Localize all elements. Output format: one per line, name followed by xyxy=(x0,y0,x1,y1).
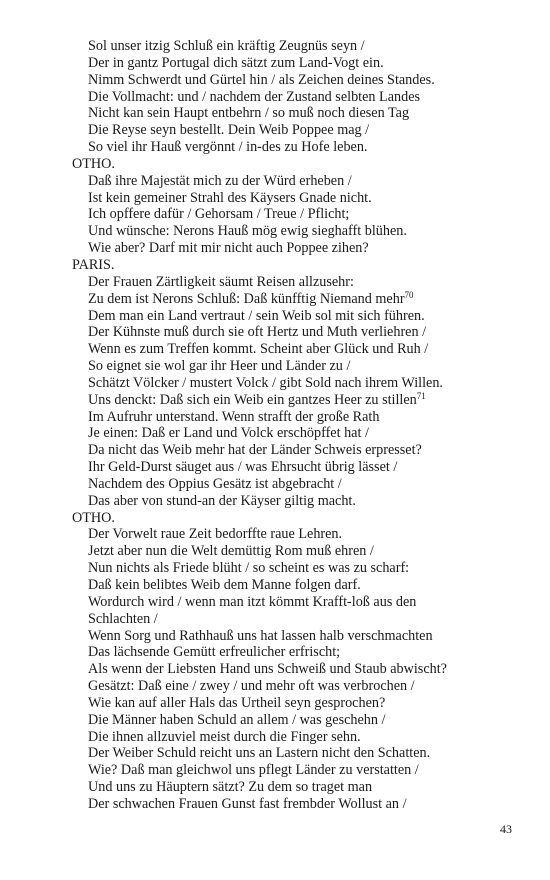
verse-line xyxy=(72,560,532,577)
line-text: Das aber von stund-an der Käyser giltig macht. xyxy=(88,492,356,509)
verse-line xyxy=(72,594,532,611)
verse-line xyxy=(72,493,532,510)
line-text: OTHO. xyxy=(72,509,115,526)
verse-line xyxy=(72,409,532,426)
verse-line xyxy=(72,628,532,645)
speaker-name xyxy=(72,156,532,173)
line-text: Jetzt aber nun die Welt demüttig Rom muß ehren / xyxy=(88,543,374,560)
line-text: Ist kein gemeiner Strahl des Käysers Gnade nicht. xyxy=(88,189,372,206)
line-text: Der Vorwelt raue Zeit bedorffte raue Lehren. xyxy=(88,526,343,543)
verse-line xyxy=(72,661,532,678)
verse-line xyxy=(72,190,532,207)
line-text: Das lächsende Gemütt erfreulicher erfrischt; xyxy=(88,644,341,661)
line-text: OTHO. xyxy=(72,155,115,172)
verse-line xyxy=(72,762,532,779)
line-text: Nimm Schwerdt und Gürtel hin / als Zeichen deines Standes. xyxy=(88,71,435,88)
verse-line xyxy=(72,678,532,695)
line-text: Der Frauen Zärtligkeit säumt Reisen allzusehr: xyxy=(88,273,354,290)
speaker-name xyxy=(72,510,532,527)
verse-line xyxy=(72,122,532,139)
verse-line xyxy=(72,375,532,392)
line-text: Sol unser itzig Schluß ein kräftig Zeugnüs seyn / xyxy=(88,38,365,54)
verse-line xyxy=(72,695,532,712)
verse-line xyxy=(72,745,532,762)
line-text: Daß ihre Majestät mich zu der Würd erheben / xyxy=(88,172,352,189)
line-text: Zu dem ist Nerons Schluß: Daß künfftig Niemand mehr xyxy=(88,290,405,307)
verse-line xyxy=(72,543,532,560)
line-text: Schlachten / xyxy=(88,610,158,627)
verse-line xyxy=(72,577,532,594)
line-text: Je einen: Daß er Land und Volck erschöpffet hat / xyxy=(88,425,369,442)
line-text: Dem man ein Land vertraut / sein Weib sol mit sich führen. xyxy=(88,307,425,324)
verse-line xyxy=(72,425,532,442)
line-text: Im Aufruhr unterstand. Wenn strafft der große Rath xyxy=(88,408,380,425)
line-text: So eignet sie wol gar ihr Heer und Länder zu / xyxy=(88,358,351,375)
line-text: Die ihnen allzuviel meist durch die Finger sehn. xyxy=(88,728,361,745)
verse-line xyxy=(72,55,532,72)
line-text: Schätzt Völcker / mustert Volck / gibt Sold nach ihrem Willen. xyxy=(88,374,443,391)
line-text: Der Weiber Schuld reicht uns an Lastern nicht den Schatten. xyxy=(88,745,431,762)
page-number: 43 xyxy=(500,822,512,836)
verse-line xyxy=(72,173,532,190)
footnote-marker: 70 xyxy=(404,289,414,300)
line-text: Nachdem des Oppius Gesätz ist abgebracht / xyxy=(88,475,342,492)
line-text: Als wenn der Liebsten Hand uns Schweiß und Staub abwischt? xyxy=(88,661,447,678)
verse-line xyxy=(72,779,532,796)
verse-line xyxy=(72,729,532,746)
verse-line xyxy=(72,105,532,122)
line-text: Nicht kan sein Haupt entbehrn / so muß noch diesen Tag xyxy=(88,105,410,122)
verse-line xyxy=(72,341,532,358)
verse-line xyxy=(72,796,532,813)
verse-line xyxy=(72,324,532,341)
line-text: Daß kein belibtes Weib dem Manne folgen darf. xyxy=(88,577,361,593)
line-text: Die Reyse seyn bestellt. Dein Weib Poppee mag / xyxy=(88,122,370,139)
verse-line xyxy=(72,72,532,89)
line-text: Ihr Geld-Durst säuget aus / was Ehrsucht übrig lässet / xyxy=(88,459,398,476)
verse-line xyxy=(72,206,532,223)
verse-line xyxy=(72,274,532,291)
line-text: Wordurch wird / wenn man itzt kömmt Krafft-loß aus den xyxy=(88,593,417,610)
line-text: Ich opffere dafür / Gehorsam / Treue / Pflicht; xyxy=(88,206,350,223)
verse-line xyxy=(72,89,532,106)
speaker-name xyxy=(72,257,532,274)
verse-line xyxy=(72,392,532,409)
line-text: Und uns zu Häuptern sätzt? Zu dem so traget man xyxy=(88,779,373,796)
line-text: Die Vollmacht: und / nachdem der Zustand selbten Landes xyxy=(88,88,421,105)
line-text: Gesätzt: Daß eine / zwey / und mehr oft was verbrochen / xyxy=(88,678,415,695)
drama-text xyxy=(72,38,532,813)
line-text: Wenn Sorg und Rathhauß uns hat lassen halb verschmachten xyxy=(88,627,433,644)
line-text: Wie? Daß man gleichwol uns pflegt Länder zu verstatten / xyxy=(88,762,419,779)
verse-line xyxy=(72,240,532,257)
line-text: Wenn es zum Treffen kommt. Scheint aber Glück und Ruh / xyxy=(88,341,429,358)
footnote-marker: 71 xyxy=(416,390,426,401)
verse-line xyxy=(72,476,532,493)
line-text: Der in gantz Portugal dich sätzt zum Land-Vogt ein. xyxy=(88,54,384,71)
verse-line xyxy=(72,459,532,476)
verse-line xyxy=(72,223,532,240)
line-text: Nun nichts als Friede blüht / so scheint es was zu scharf: xyxy=(88,560,410,577)
verse-line xyxy=(72,38,532,55)
line-text: Da nicht das Weib mehr hat der Länder Schweis erpresset? xyxy=(88,442,422,459)
verse-line xyxy=(72,308,532,325)
verse-line xyxy=(72,139,532,156)
line-text: PARIS. xyxy=(72,256,115,273)
line-text: Wie kan auf aller Hals das Urtheil seyn gesprochen? xyxy=(88,694,386,711)
verse-line xyxy=(72,291,532,308)
line-text: So viel ihr Hauß vergönnt / in-des zu Hofe leben. xyxy=(88,139,368,156)
verse-line xyxy=(72,644,532,661)
verse-line xyxy=(72,358,532,375)
line-text: Uns denckt: Daß sich ein Weib ein gantzes Heer zu stillen xyxy=(88,391,417,408)
line-text: Und wünsche: Nerons Hauß mög ewig sieghafft blühen. xyxy=(88,223,407,240)
verse-line xyxy=(72,611,532,628)
line-text: Wie aber? Darf mit mir nicht auch Poppee zihen? xyxy=(88,240,369,257)
line-text: Die Männer haben Schuld an allem / was geschehn / xyxy=(88,711,386,728)
verse-line xyxy=(72,712,532,729)
verse-line xyxy=(72,442,532,459)
verse-line xyxy=(72,526,532,543)
line-text: Der schwachen Frauen Gunst fast frembder Wollust an / xyxy=(88,795,407,812)
line-text: Der Kühnste muß durch sie oft Hertz und Muth verliehren / xyxy=(88,324,427,341)
